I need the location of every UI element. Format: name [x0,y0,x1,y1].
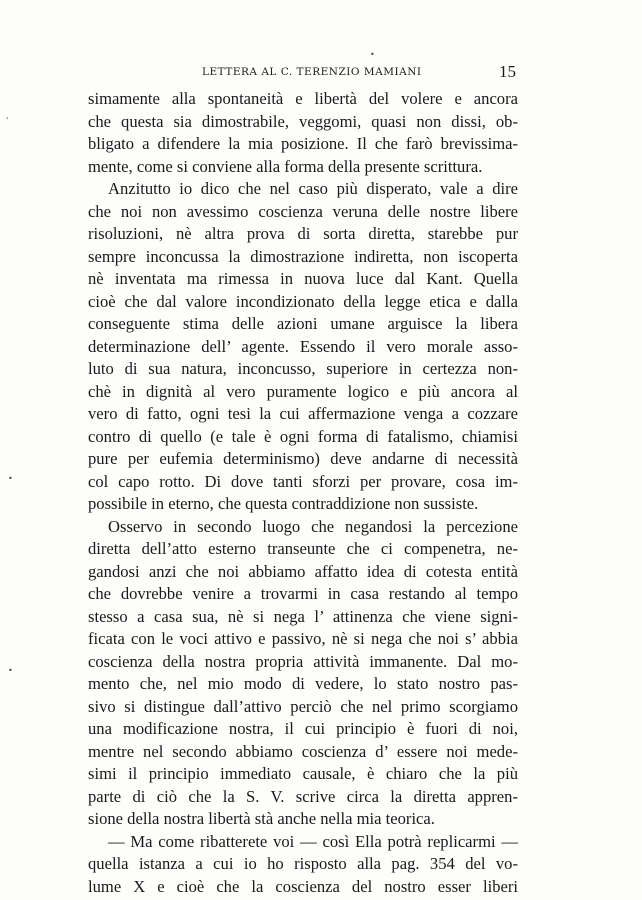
text-line: coscienza della nostra propria attività immanente. Dal mo- [88,651,518,671]
text-line: luto di sua natura, inconcusso, superiore in certezza non- [88,359,518,378]
text-line: ficata con le voci attivo e passivo, nè si nega che noi s’ abbia [88,629,518,648]
text-line: possibile in eterno, che questa contraddizione non sussiste. [88,494,479,513]
text-line: sivo si distingue dall’attivo perciò che nel primo scorgiamo [88,696,518,716]
text-line: mento che, nel mio modo di vedere, lo stato nostro pas- [88,674,518,693]
margin-speck: ' [6,116,9,125]
text-line: conseguente stima delle azioni umane arguisce la libera [88,314,518,333]
running-title: LETTERA AL C. TERENZIO MAMIANI [202,66,422,78]
text-line: che noi non avessimo coscienza veruna delle nostre libere [88,201,518,221]
margin-speck: • [8,474,13,483]
text-line: chè in dignità al vero puramente logico e più ancora al [88,381,518,401]
text-line: mente, come si conviene alla forma della presente scrittura. [88,156,483,176]
text-line: contro di quello (e tale è ogni forma di fatalismo, chiamisi [88,426,518,446]
text-line: parte di ciò che la S. V. scrive circa la diretta appren- [88,786,518,806]
text-line: Osservo in secondo luogo che negandosi la percezione [108,516,518,536]
text-line: Anzitutto io dico che nel caso più disperato, vale a dire [108,179,518,198]
text-line: bligato a difendere la mia posizione. Il che farò brevissima- [88,134,518,153]
text-line: gandosi anzi che noi abbiamo affatto idea di cotesta entità [88,561,518,581]
margin-speck: • [370,50,375,59]
text-line: lume X e cioè che la coscienza del nostro esser liberi [88,876,518,896]
text-line: diretta dell’atto esterno transeunte che ci compenetra, ne- [88,539,518,558]
text-line: — Ma come ribatterete voi — così Ella potrà replicarmi — [108,831,518,851]
page-number: 15 [499,62,516,81]
body-text [88,88,518,898]
text-line: sione della nostra libertà stà anche nella mia teorica. [88,809,435,828]
text-line: una modificazione nostra, il cui principio è fuori di noi, [88,719,518,738]
text-line: simi il principio immediato causale, è chiaro che la più [88,764,518,783]
text-line: quella istanza a cui io ho risposto alla pag. 354 del vo- [88,854,518,873]
text-line: risoluzioni, nè altra prova di sorta diretta, starebbe pur [88,224,518,243]
text-line: determinazione dell’ agente. Essendo il vero morale asso- [88,336,518,356]
text-line: che dovrebbe venire a trovarmi in casa restando al tempo [88,584,518,603]
text-line: simamente alla spontaneità e libertà del volere e ancora [88,89,518,108]
margin-speck: • [8,666,13,675]
text-line: pure per eufemia determinismo) deve andarne di necessità [88,449,518,468]
text-line: col capo rotto. Di dove tanti sforzi per provare, cosa im- [88,471,518,491]
text-line: sempre inconcussa la dimostrazione indiretta, non iscoperta [88,246,518,266]
text-line: mentre nel secondo abbiamo coscienza d’ essere noi mede- [88,741,518,761]
running-header [88,62,516,86]
text-line: che questa sia dimostrabile, veggomi, quasi non dissi, ob- [88,111,518,131]
text-line: cioè che dal valore incondizionato della legge etica e dalla [88,291,518,311]
text-line: nè inventata ma rimessa in nuova luce dal Kant. Quella [88,269,518,288]
text-line: stesso a casa sua, nè si nega l’ attinenza che viene signi- [88,606,518,626]
text-line: vero di fatto, ogni tesi la cui affermazione venga a cozzare [88,404,518,423]
